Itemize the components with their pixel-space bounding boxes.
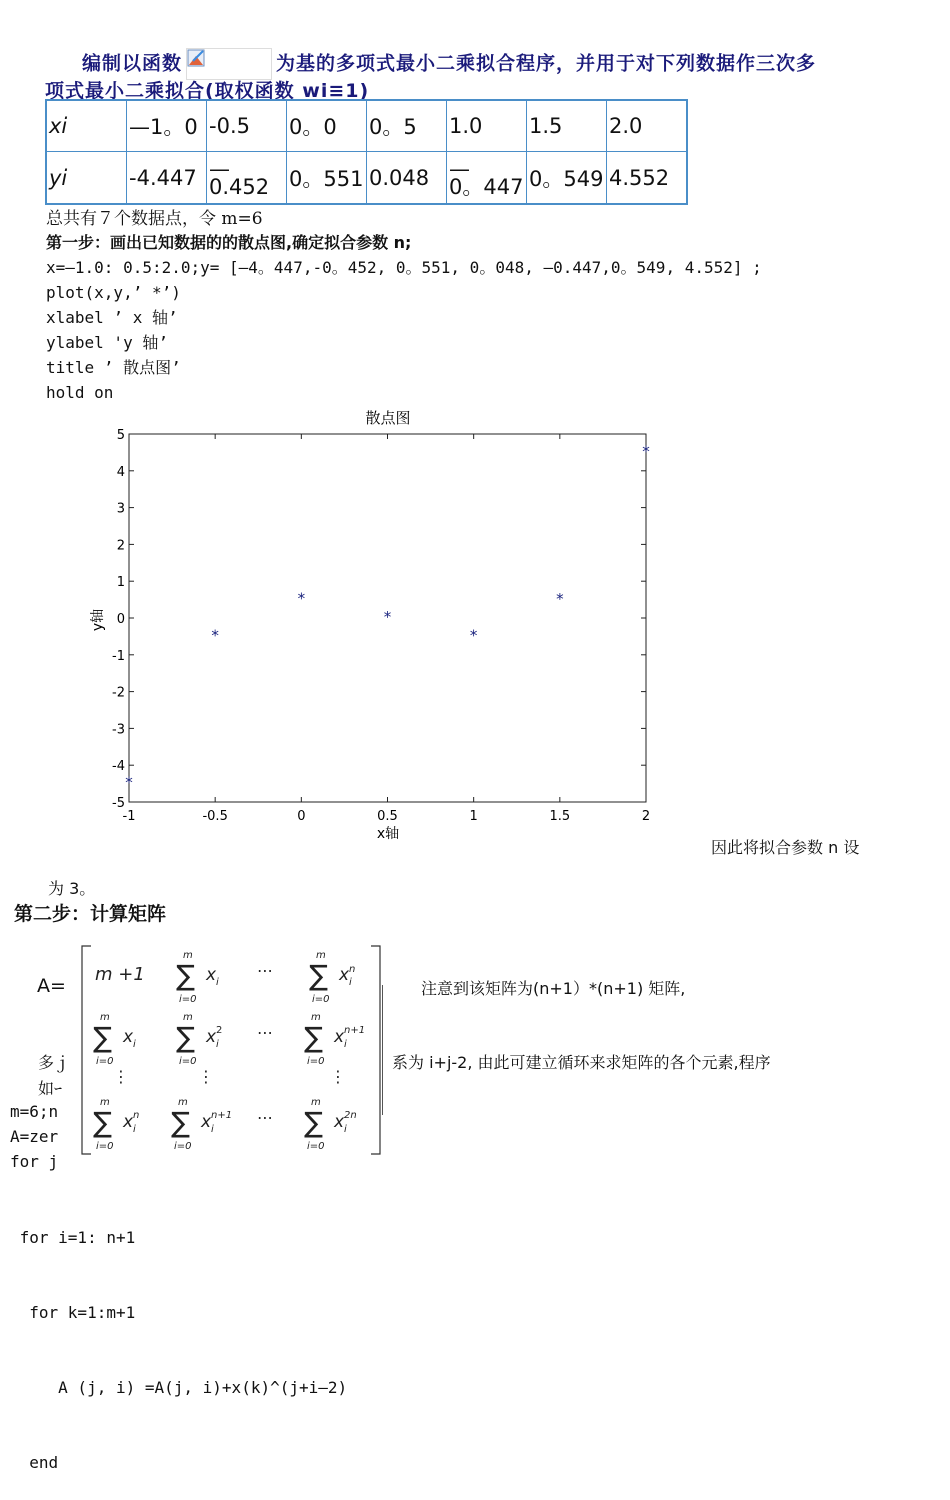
table-cell: 1.5 [527, 100, 607, 152]
x-tick-label: 0.5 [377, 809, 398, 824]
hidden-left-4: A=zer [10, 1127, 59, 1146]
svg-text:⋯: ⋯ [257, 1023, 273, 1042]
matrix-size-note: 注意到该矩阵为(n+1）*(n+1) 矩阵, [421, 979, 686, 998]
svg-text:m: m [311, 1097, 321, 1108]
code-line: x=—1.0: 0.5:2.0;y= [—4。447,-0。452, 0。551, 0。048, —0.447,0。549, 4.552] ; [46, 258, 762, 277]
svg-text:⋯: ⋯ [257, 1108, 273, 1127]
conclusion-text-a: 因此将拟合参数 n 设 [711, 838, 860, 857]
svg-text:x: x [201, 1112, 212, 1132]
svg-text:n: n [349, 964, 356, 975]
heading-part2: 为基的多项式最小二乘拟合程序，并用于对下列数据作三次多 [276, 52, 817, 75]
svg-text:x: x [206, 1027, 217, 1047]
y-tick-label: 5 [116, 428, 125, 443]
y-tick-label: -3 [112, 722, 125, 738]
y-tick-label: -4 [112, 759, 125, 775]
x-tick-label: -0.5 [202, 809, 228, 824]
doc-heading-line2: 项式最小二乘拟合(取权函数 wi≡1) [45, 80, 370, 102]
conclusion-text-b: 为 3。 [48, 879, 96, 898]
svg-text:m: m [316, 950, 326, 961]
data-points [125, 442, 650, 791]
table-cell: 1.0 [447, 100, 527, 152]
code-line: A (j, i) =A(j, i)+x(k)^(j+i—2) [10, 1378, 348, 1397]
matrix-formula [75, 940, 390, 1160]
table-cell: 0。0 [287, 100, 367, 152]
table-cell: xi [46, 100, 127, 152]
data-point: * [297, 589, 306, 608]
y-axis-label: y轴 [90, 608, 106, 632]
svg-text:m: m [183, 1012, 193, 1023]
table-row-x [46, 100, 687, 152]
svg-text:x: x [123, 1027, 134, 1047]
code-line: title ’ 散点图’ [46, 358, 181, 377]
table-cell: -0.5 [207, 100, 287, 152]
svg-text:i=0: i=0 [96, 1141, 114, 1152]
code-line: for k=1:m+1 [10, 1303, 136, 1322]
svg-text:⋯: ⋯ [257, 961, 273, 980]
table-cell: 0。551 [287, 152, 367, 205]
hidden-left-3: m=6;n [10, 1102, 59, 1121]
svg-text:∑: ∑ [93, 1021, 112, 1054]
data-point: * [211, 626, 219, 645]
table-cell: 0.048 [367, 152, 447, 205]
table-cell: — 0.452 [207, 152, 287, 205]
svg-text:∑: ∑ [171, 1106, 190, 1139]
svg-text:∑: ∑ [309, 959, 328, 992]
x-tick-label: -1 [122, 809, 136, 824]
svg-text:i: i [133, 1124, 136, 1135]
y-tick-label: 3 [116, 501, 125, 517]
svg-text:2: 2 [216, 1025, 223, 1036]
svg-text:2n: 2n [344, 1110, 357, 1121]
table-cell: 2.0 [607, 100, 688, 152]
hidden-left-2: 如ｰ [38, 1079, 63, 1098]
svg-text:∑: ∑ [176, 959, 195, 992]
table-row-y [46, 152, 687, 205]
svg-text:i: i [216, 977, 219, 988]
y-tick-label: 0 [116, 612, 125, 627]
code-line: hold on [46, 383, 114, 402]
svg-text:x: x [334, 1112, 345, 1132]
svg-text:n+1: n+1 [211, 1110, 233, 1121]
svg-text:n: n [133, 1110, 140, 1121]
svg-text:m: m [100, 1012, 110, 1023]
code-line: plot(x,y,’ *’) [46, 283, 181, 302]
data-point: * [383, 608, 392, 627]
svg-text:i=0: i=0 [96, 1056, 114, 1067]
data-point: * [556, 589, 564, 608]
svg-text:⋮: ⋮ [113, 1067, 129, 1086]
svg-text:m: m [183, 950, 193, 961]
scatter-chart [70, 400, 690, 850]
y-tick-label: 1 [116, 575, 125, 591]
chart-title: 散点图 [365, 409, 411, 427]
hidden-left-5: for j [10, 1152, 59, 1171]
code-line: for i=1: n+1 [10, 1228, 136, 1247]
y-tick-label: -1 [112, 648, 125, 664]
svg-text:i: i [133, 1039, 136, 1050]
x-tick-label: 2 [641, 809, 651, 824]
svg-text:⋮: ⋮ [330, 1067, 346, 1086]
x-tick-label: 1.5 [549, 809, 571, 824]
svg-text:i: i [211, 1124, 214, 1135]
axis-ticks [112, 428, 650, 824]
table-cell: yi [46, 152, 127, 205]
step2-heading: 第二步：计算矩阵 [14, 903, 167, 925]
svg-text:i: i [216, 1039, 219, 1050]
y-tick-label: 4 [116, 464, 125, 480]
hidden-left-1: 多ｊ [38, 1053, 71, 1072]
svg-text:i=0: i=0 [179, 994, 197, 1005]
svg-text:∑: ∑ [176, 1021, 195, 1054]
svg-text:m +1: m +1 [95, 964, 145, 985]
svg-text:∑: ∑ [304, 1021, 323, 1054]
svg-text:∑: ∑ [93, 1106, 112, 1139]
code-block-1 [46, 255, 762, 405]
x-tick-label: 1 [469, 809, 478, 824]
svg-text:m: m [311, 1012, 321, 1023]
data-table [45, 99, 688, 205]
svg-text:⋮: ⋮ [198, 1067, 214, 1086]
data-point: * [125, 773, 133, 792]
table-cell: — 0。447 [447, 152, 527, 205]
svg-text:x: x [339, 965, 350, 985]
svg-text:m: m [100, 1097, 110, 1108]
data-point: * [642, 442, 650, 461]
svg-text:n+1: n+1 [344, 1025, 366, 1036]
code-line: end [10, 1453, 59, 1472]
svg-text:x: x [123, 1112, 134, 1132]
svg-text:i: i [349, 977, 352, 988]
svg-text:i=0: i=0 [312, 994, 330, 1005]
table-cell: —1。0 [127, 100, 207, 152]
table-cell: 0。5 [367, 100, 447, 152]
code-line: ylabel 'y 轴’ [46, 333, 168, 352]
x-tick-label: 0 [297, 809, 306, 824]
svg-text:i: i [344, 1124, 347, 1135]
data-point: * [469, 626, 478, 645]
code-line: xlabel ’ x 轴’ [46, 308, 178, 327]
svg-text:i: i [344, 1039, 347, 1050]
table-cell: 4.552 [607, 152, 688, 205]
svg-text:i=0: i=0 [179, 1056, 197, 1067]
svg-text:i=0: i=0 [174, 1141, 192, 1152]
svg-text:x: x [206, 965, 217, 985]
relation-text: 系为 i+j-2, 由此可建立循环来求矩阵的各个元素,程序 [392, 1053, 771, 1072]
heading-part1: 编制以函数 [82, 52, 183, 75]
matrix-edge-line [382, 985, 383, 1115]
x-axis-label: x轴 [376, 826, 400, 842]
y-tick-label: -5 [112, 796, 125, 811]
matrix-label: A= [37, 975, 66, 997]
table-cell: -4.447 [127, 152, 207, 205]
svg-text:∑: ∑ [304, 1106, 323, 1139]
svg-text:i=0: i=0 [307, 1141, 325, 1152]
table-cell: 0。549 [527, 152, 607, 205]
y-tick-label: 2 [116, 538, 125, 554]
step1-heading: 第一步：画出已知数据的的散点图,确定拟合参数 n; [46, 233, 412, 252]
points-note: 总共有７个数据点，令 m=6 [46, 209, 263, 229]
svg-text:i=0: i=0 [307, 1056, 325, 1067]
y-tick-label: -2 [112, 685, 125, 701]
svg-text:x: x [334, 1027, 345, 1047]
svg-text:m: m [178, 1097, 188, 1108]
code-block-2 [10, 1175, 347, 1500]
